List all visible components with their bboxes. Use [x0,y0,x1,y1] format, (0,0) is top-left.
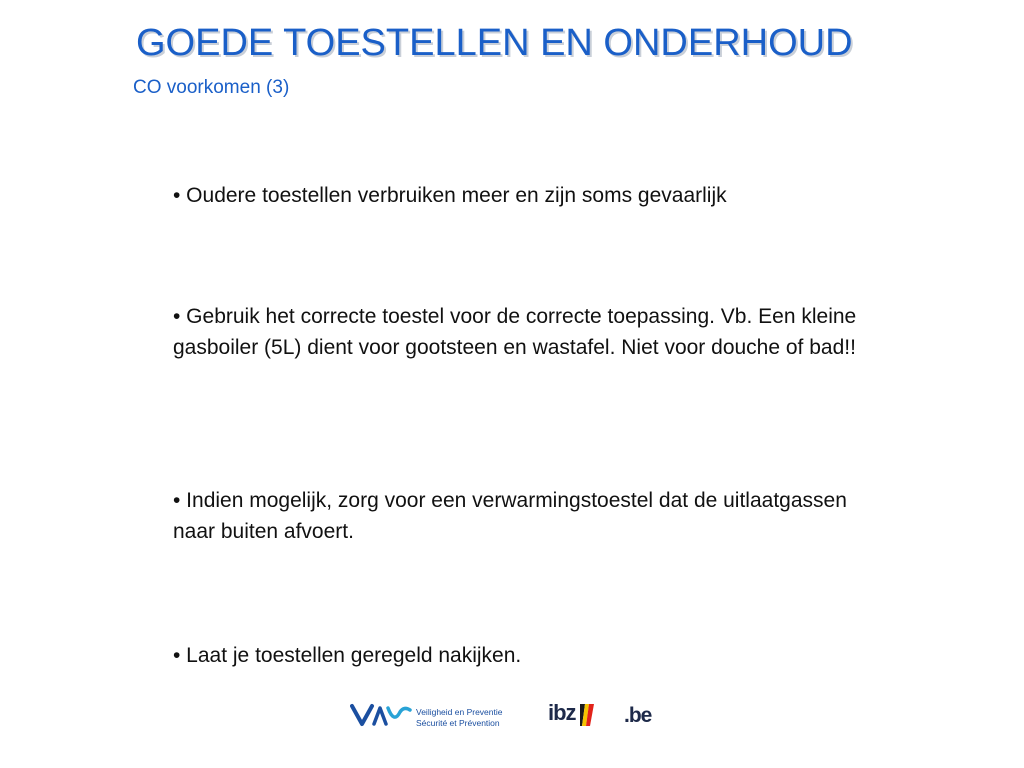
be-logo: .be [624,704,652,727]
bullet-item: • Oudere toestellen verbruiken meer en zijn soms gevaarlijk [173,184,727,207]
belgian-flag-icon [580,704,594,726]
logo-vp-line1: Veiligheid en Preventie [416,707,503,717]
logo-vp-line2: Sécurité et Prévention [416,718,500,728]
bullet-item: • Laat je toestellen geregeld nakijken. [173,644,522,667]
ibz-logo: ibz [548,700,576,725]
bullet-item: • Indien mogelijk, zorg voor een verwarmingstoestel dat de uitlaatgassen naar buiten afvoert. [173,489,847,543]
slide-subtitle: CO voorkomen (3) [133,77,290,98]
veiligheid-preventie-text [416,707,502,729]
bullet-item: • Gebruik het correcte toestel voor de correcte toepassing. Vb. Een kleine gasboiler (5L) dient voor gootsteen en wastafel. Niet voor douche of bad!! [173,305,857,359]
slide-title: GOEDE TOESTELLEN EN ONDERHOUD [136,22,853,64]
veiligheid-preventie-logo-icon [350,702,412,728]
